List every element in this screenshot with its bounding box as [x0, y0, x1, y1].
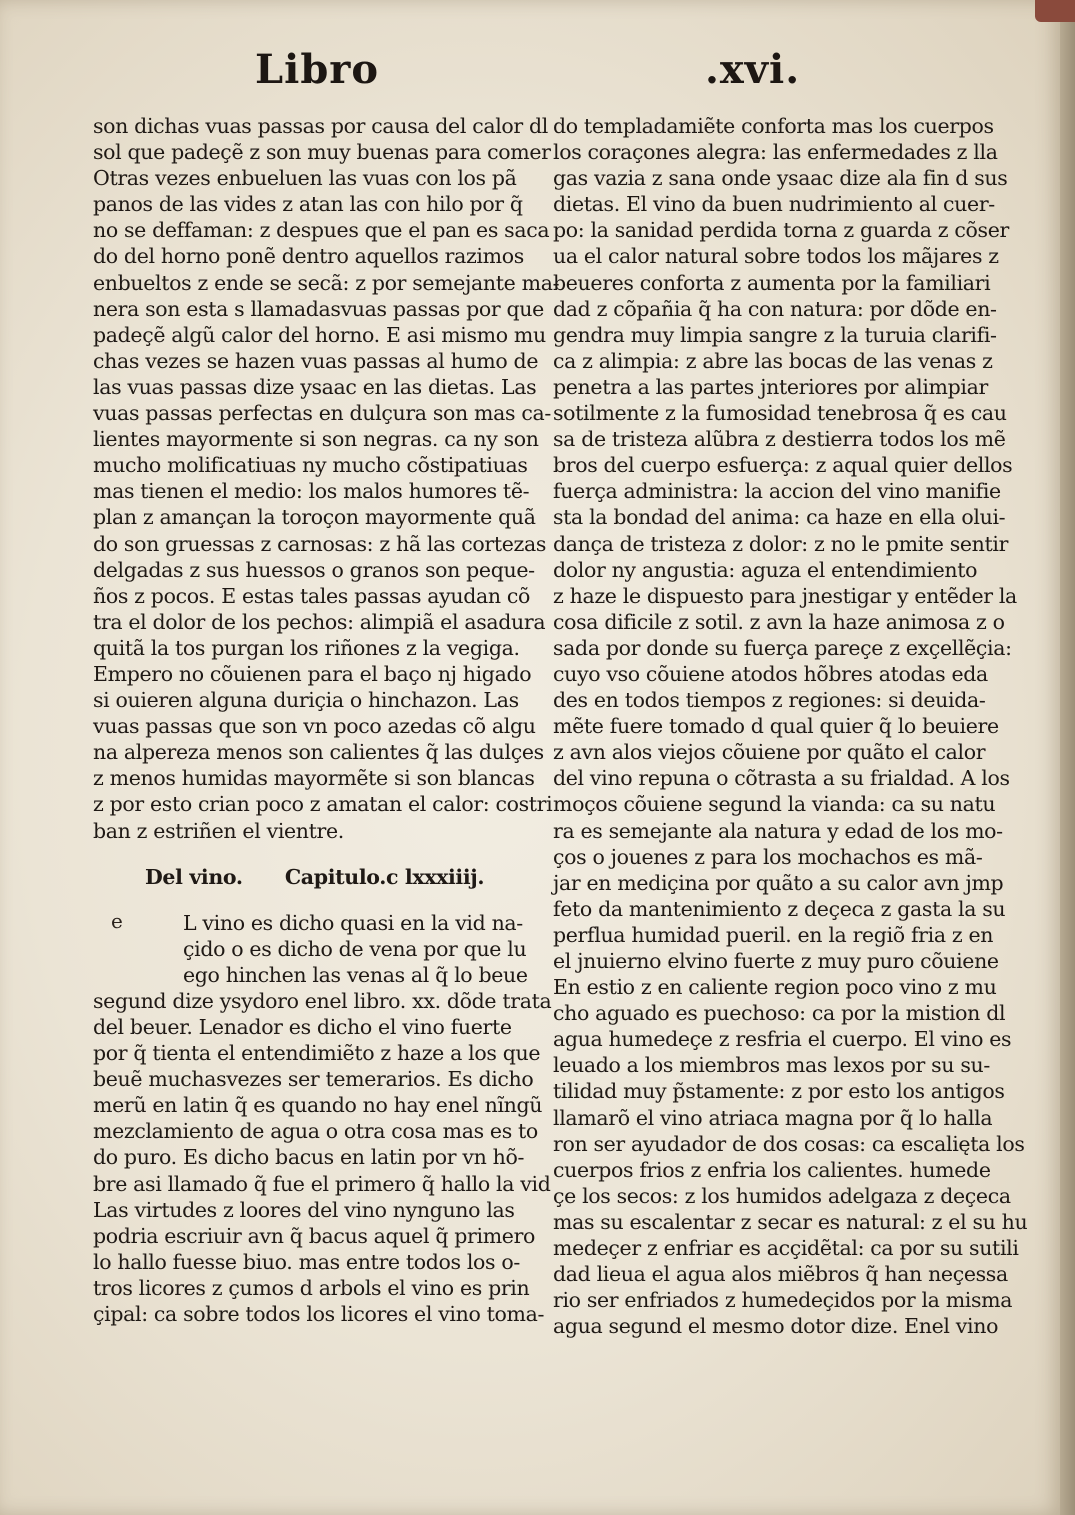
text-line: sada por donde su fuerça pareçe z exçellẽçia: — [553, 635, 1012, 660]
text-line: dad lieua el agua alos miẽbros q̃ han neçessa — [553, 1262, 1008, 1287]
text-line: dietas. El vino da buen nudrimiento al cuer- — [553, 192, 995, 217]
text-line: dolor ny angustia: aguza el entendimiento — [553, 557, 978, 582]
text-line: dad z cõpañia q̃ ha con natura: por dõde en- — [553, 296, 997, 321]
text-line: çipal: ca sobre todos los licores el vino toma- — [93, 1302, 545, 1327]
text-line: beuẽ muchasvezes ser temerarios. Es dicho — [93, 1067, 534, 1092]
text-line: En estio z en caliente region poco vino z mu — [553, 975, 997, 1000]
text-line: penetra a las partes jnteriores por alimpiar — [553, 374, 988, 399]
chapter-number: Capitulo.c lxxxiiij. — [284, 864, 485, 889]
text-line: bros del cuerpo esfuerça: z aqual quier dellos — [553, 453, 1013, 478]
text-line: ua el calor natural sobre todos los mãjares z — [553, 244, 999, 269]
text-line: mẽte fuere tomado d qual quier q̃ lo beuiere — [553, 714, 999, 739]
text-line: nera son esta s llamadasvuas passas por que — [93, 296, 544, 321]
text-line: padeçẽ algũ calor del horno. E asi mismo mu — [93, 322, 546, 347]
text-line: el jnuierno elvino fuerte z muy puro cõuiene — [553, 949, 999, 973]
text-line: tra el dolor de los pechos: alimpiã el asadura — [93, 609, 546, 634]
text-line: vuas passas que son vn poco azedas cõ algu — [93, 714, 536, 739]
chapter-title: Del vino. — [145, 864, 243, 889]
text-line: na alpereza menos son calientes q̃ las dulçes — [93, 740, 544, 765]
text-line: fuerça administra: la accion del vino manifie — [553, 479, 1001, 504]
text-line: do puro. Es dicho bacus en latin por vn hõ- — [93, 1145, 525, 1170]
text-line: tilidad muy p̃stamente: z por esto los antigos — [553, 1079, 1005, 1104]
text-line: leuado a los miembros mas lexos por su su- — [553, 1053, 990, 1078]
chapter-opening-lines — [93, 910, 528, 988]
text-line: segund dize ysydoro enel libro. xx. dõde trata — [93, 988, 552, 1013]
text-line: ços o jouenes z para los mochachos es mã- — [553, 844, 983, 869]
text-line: lientes mayormente si son negras. ca ny son — [93, 427, 539, 452]
right-column — [553, 113, 1028, 1339]
text-line: ego hinchen las venas al q̃ lo beue — [183, 962, 528, 987]
text-line: agua segund el mesmo dotor dize. Enel vino — [553, 1314, 999, 1339]
text-line: L vino es dicho quasi en la vid na- — [183, 910, 523, 935]
running-head-right: .xvi. — [705, 46, 801, 93]
text-line: rio ser enfriados z humedeçidos por la misma — [553, 1288, 1013, 1313]
text-line: z por esto crian poco z amatan el calor: costri — [93, 792, 553, 817]
text-line: do son gruessas z carnosas: z hã las cortezas — [93, 531, 547, 556]
text-line: mas su escalentar z secar es natural: z el su hu — [553, 1209, 1028, 1234]
text-line: perflua humidad pueril. en la regiõ fria z en — [553, 922, 994, 947]
text-line: agua humedeçe z resfria el cuerpo. El vino es — [553, 1027, 1012, 1052]
text-line: ban z estriñen el vientre. — [93, 818, 344, 843]
text-line: las vuas passas dize ysaac en las dietas. Las — [93, 374, 537, 399]
text-line: z avn alos viejos cõuiene por quãto el calor — [553, 740, 986, 765]
text-line: si ouieren alguna duriçia o hinchazon. Las — [93, 688, 519, 713]
text-line: cho aguado es puechoso: ca por la mistion dl — [553, 1001, 1006, 1026]
text-line: çido o es dicho de vena por que lu — [183, 936, 527, 961]
text-line: gas vazia z sana onde ysaac dize ala fin d sus — [553, 166, 1008, 191]
text-line: Las virtudes z loores del vino nynguno las — [93, 1197, 515, 1222]
text-line: sotilmente z la fumosidad tenebrosa q̃ es cau — [553, 401, 1007, 426]
text-line: plan z amançan la toroçon mayormente quã — [93, 505, 536, 530]
text-line: mas tienen el medio: los malos humores tẽ- — [93, 479, 530, 504]
text-line: merũ en latin q̃ es quando no hay enel nĩngũ — [93, 1093, 543, 1118]
text-line: cuerpos frios z enfria los calientes. humede — [553, 1157, 991, 1182]
text-line: moços cõuiene segund la vianda: ca su natu — [553, 792, 996, 817]
text-line: des en todos tiempos z regiones: si deuida- — [553, 688, 986, 713]
guide-letter: e — [111, 908, 123, 933]
left-column-text — [93, 113, 560, 844]
text-line: tros licores z çumos d arbols el vino es prin — [93, 1275, 530, 1300]
text-line: bre asi llamado q̃ fue el primero q̃ hallo la vid — [93, 1171, 551, 1196]
text-line: beueres conforta z aumenta por la familiari — [553, 270, 991, 295]
text-line: mezclamiento de agua o otra cosa mas es to — [93, 1119, 538, 1144]
text-line: los coraçones alegra: las enfermedades z lla — [553, 140, 998, 165]
right-column-text — [553, 113, 1028, 1339]
text-line: delgadas z sus huessos o granos son peque- — [93, 557, 535, 582]
text-line: z haze le dispuesto para jnestigar y entẽder la — [553, 583, 1017, 608]
text-line: sa de tristeza alũbra z destierra todos los mẽ — [553, 427, 1006, 452]
text-line: feto da mantenimiento z deçeca z gasta la su — [553, 896, 1006, 921]
text-line: do del horno ponẽ dentro aquellos razimos — [93, 244, 524, 269]
text-line: por q̃ tienta el entendimiẽto z haze a los que — [93, 1041, 541, 1066]
left-column — [93, 113, 560, 1327]
text-line: son dichas vuas passas por causa del calor dl — [93, 114, 549, 138]
page-edge — [1060, 0, 1075, 1515]
text-line: quitã la tos purgan los riñones z la vegiga. — [93, 635, 520, 660]
text-line: no se deffaman: z despues que el pan es saca — [93, 218, 550, 243]
text-line: panos de las vides z atan las con hilo por q̃ — [93, 192, 523, 217]
text-line: lo hallo fuesse biuo. mas entre todos los o- — [93, 1249, 520, 1274]
text-line: ños z pocos. E estas tales passas ayudan cõ — [93, 583, 531, 608]
text-line: podria escriuir avn q̃ bacus aquel q̃ primero — [93, 1223, 536, 1248]
text-line: ron ser ayudador de dos cosas: ca escalięta los — [553, 1131, 1025, 1156]
text-line: del beuer. Lenador es dicho el vino fuerte — [93, 1015, 512, 1039]
running-head-left: Libro — [255, 46, 380, 93]
text-line: chas vezes se hazen vuas passas al humo de — [93, 348, 539, 373]
text-line: enbueltos z ende se secã: z por semejante ma- — [93, 270, 560, 295]
text-line: ca z alimpia: z abre las bocas de las venas z — [553, 348, 993, 373]
text-line: gendra muy limpia sangre z la turuia clarifi- — [553, 322, 997, 347]
text-line: çe los secos: z los humidos adelgaza z deçeca — [553, 1183, 1011, 1208]
text-line: do templadamiẽte conforta mas los cuerpos — [553, 114, 994, 138]
chapter-heading — [93, 864, 493, 892]
text-line: cosa dificile z sotil. z avn la haze animosa z o — [553, 609, 1005, 634]
text-line: mucho molificatiuas ny mucho cõstipatiuas — [93, 453, 528, 478]
text-line: cuyo vso cõuiene atodos hõbres atodas eda — [553, 661, 988, 686]
text-line: llamarõ el vino atriaca magna por q̃ lo halla — [553, 1105, 993, 1130]
text-line: jar en mediçina por quãto a su calor avn jmp — [553, 870, 1004, 895]
text-line: dança de tristeza z dolor: z no le pmite sentir — [553, 531, 1009, 556]
text-line: medeçer z enfriar es acçidẽtal: ca por su sutili — [553, 1236, 1019, 1261]
text-line: z menos humidas mayormẽte si son blancas — [93, 766, 535, 791]
text-line: Otras vezes enbueluen las vuas con los pã — [93, 166, 517, 191]
text-line: ra es semejante ala natura y edad de los mo- — [553, 818, 1003, 843]
text-line: del vino repuna o cõtrasta a su frialdad. A los — [553, 766, 1010, 791]
text-line: vuas passas perfectas en dulçura son mas ca- — [93, 401, 551, 426]
text-line: Empero no cõuienen para el baço nj higado — [93, 661, 532, 686]
text-line: po: la sanidad perdida torna z guarda z cõser — [553, 218, 1009, 243]
text-line: sta la bondad del anima: ca haze en ella olui- — [553, 505, 1006, 530]
binding-corner — [1035, 0, 1075, 22]
chapter-text — [93, 988, 552, 1327]
text-line: sol que padeçẽ z son muy buenas para comer — [93, 140, 551, 165]
